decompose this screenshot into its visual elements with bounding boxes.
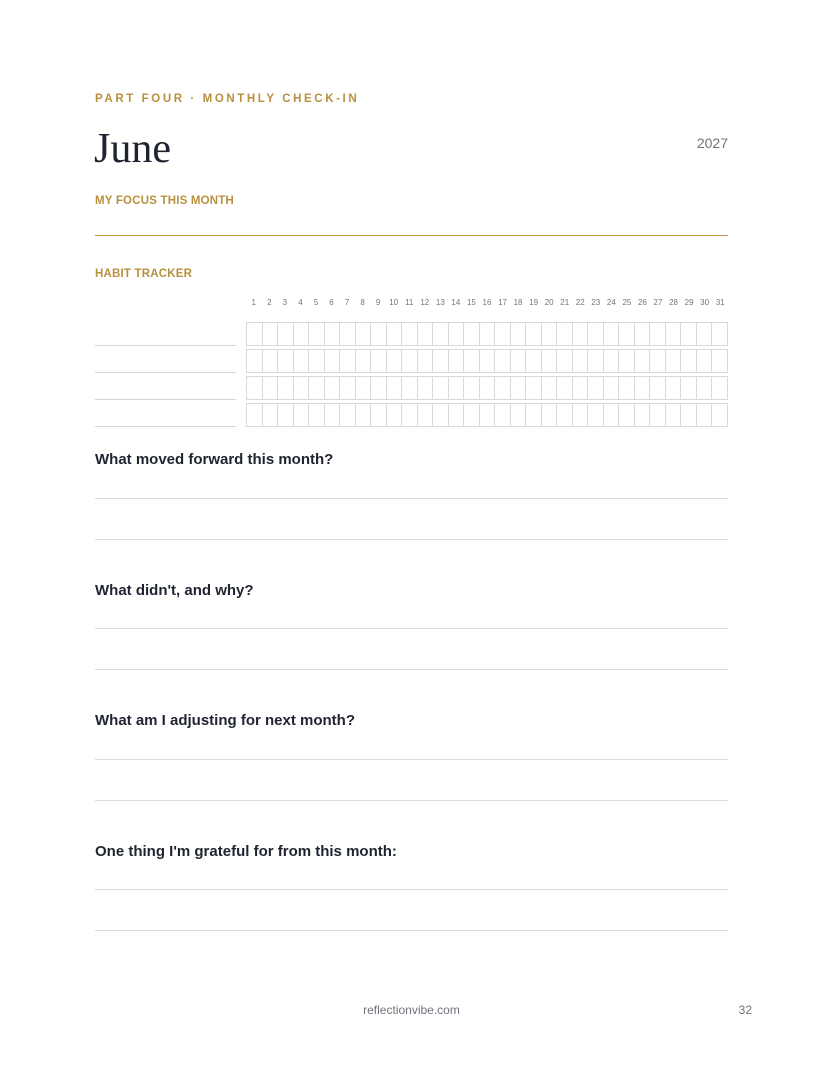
year-label: 2027: [696, 135, 728, 151]
habit-day-cell[interactable]: [402, 350, 418, 372]
habit-day-cell[interactable]: [263, 323, 279, 345]
habit-day-cell[interactable]: [511, 350, 527, 372]
habit-day-cell[interactable]: [309, 323, 325, 345]
day-number: 23: [591, 298, 601, 307]
habit-day-cell[interactable]: [666, 323, 682, 345]
habit-day-cell[interactable]: [356, 404, 372, 426]
habit-day-cell[interactable]: [681, 350, 697, 372]
habit-day-cell[interactable]: [449, 350, 465, 372]
habit-day-cell[interactable]: [309, 404, 325, 426]
day-number: 24: [606, 298, 616, 307]
habit-day-cell[interactable]: [635, 350, 651, 372]
prompt-grateful: One thing I'm grateful for from this month:: [95, 843, 397, 860]
habit-day-cell[interactable]: [325, 404, 341, 426]
day-number: 12: [420, 298, 430, 307]
habit-day-cell[interactable]: [247, 377, 263, 399]
habit-day-cell[interactable]: [433, 323, 449, 345]
day-number: 1: [251, 298, 256, 307]
habit-day-cell[interactable]: [247, 323, 263, 345]
day-number: 29: [684, 298, 694, 307]
habit-day-cell[interactable]: [387, 350, 403, 372]
habit-day-cell[interactable]: [681, 323, 697, 345]
day-number: 2: [267, 298, 272, 307]
habit-day-cell[interactable]: [464, 323, 480, 345]
habit-day-cell[interactable]: [697, 404, 713, 426]
day-number: 9: [375, 298, 381, 307]
habit-day-cell[interactable]: [666, 350, 682, 372]
habit-day-cell[interactable]: [418, 350, 434, 372]
habit-day-cell[interactable]: [588, 404, 604, 426]
habit-day-cell[interactable]: [650, 350, 666, 372]
habit-day-cell[interactable]: [588, 350, 604, 372]
habit-day-cell[interactable]: [557, 404, 573, 426]
habit-day-cell[interactable]: [604, 350, 620, 372]
habit-day-cell[interactable]: [650, 377, 666, 399]
habit-day-cell[interactable]: [480, 323, 496, 345]
habit-day-cell[interactable]: [325, 323, 341, 345]
habit-row: [95, 322, 728, 346]
answer-line[interactable]: [95, 669, 728, 670]
habit-day-cell[interactable]: [356, 323, 372, 345]
answer-line[interactable]: [95, 800, 728, 801]
habit-day-cell[interactable]: [480, 350, 496, 372]
day-number: 20: [544, 298, 554, 307]
habit-day-cell[interactable]: [542, 350, 558, 372]
habit-day-cell[interactable]: [325, 377, 341, 399]
habit-day-cell[interactable]: [325, 350, 341, 372]
habit-day-cell[interactable]: [418, 323, 434, 345]
day-number: 5: [313, 298, 319, 307]
habit-day-cell[interactable]: [511, 323, 527, 345]
habit-day-grid: [246, 376, 728, 400]
habit-day-cell[interactable]: [449, 377, 465, 399]
habit-day-cell[interactable]: [542, 404, 558, 426]
habit-day-cell[interactable]: [371, 377, 387, 399]
page-title: June: [94, 126, 171, 172]
prompt-adjusting: What am I adjusting for next month?: [95, 712, 355, 729]
day-number: 17: [498, 298, 507, 307]
habit-day-cell[interactable]: [495, 323, 511, 345]
habit-name-line[interactable]: [95, 426, 236, 427]
habit-day-cell[interactable]: [557, 377, 573, 399]
answer-line[interactable]: [95, 628, 728, 629]
habit-day-cell[interactable]: [712, 404, 727, 426]
habit-day-cell[interactable]: [263, 377, 279, 399]
habit-day-cell[interactable]: [619, 377, 635, 399]
prompt-what-didnt: What didn't, and why?: [95, 582, 254, 599]
habit-day-cell[interactable]: [588, 377, 604, 399]
habit-day-cell[interactable]: [573, 323, 589, 345]
habit-day-cell[interactable]: [712, 350, 727, 372]
habit-day-cell[interactable]: [263, 350, 279, 372]
habit-day-cell[interactable]: [573, 350, 589, 372]
day-number: 4: [298, 298, 303, 307]
habit-day-cell[interactable]: [557, 350, 573, 372]
habit-day-cell[interactable]: [666, 404, 682, 426]
habit-day-cell[interactable]: [619, 350, 635, 372]
habit-day-cell[interactable]: [340, 377, 356, 399]
habit-day-cell[interactable]: [402, 323, 418, 345]
habit-day-cell[interactable]: [247, 404, 263, 426]
day-number: 3: [282, 298, 288, 307]
day-number: 15: [466, 298, 476, 307]
habit-day-cell[interactable]: [480, 404, 496, 426]
habit-day-cell[interactable]: [294, 404, 310, 426]
habit-day-cell[interactable]: [449, 404, 465, 426]
habit-day-cell[interactable]: [681, 377, 697, 399]
habit-day-cell[interactable]: [464, 377, 480, 399]
answer-line[interactable]: [95, 759, 728, 760]
habit-day-cell[interactable]: [309, 377, 325, 399]
habit-row: [95, 376, 728, 400]
habit-day-cell[interactable]: [542, 377, 558, 399]
day-number: 14: [451, 298, 461, 307]
habit-tracker-label: HABIT TRACKER: [95, 268, 193, 280]
habit-day-cell[interactable]: [573, 404, 589, 426]
habit-day-cell[interactable]: [464, 404, 480, 426]
day-number: 13: [435, 298, 445, 307]
habit-day-cell[interactable]: [387, 404, 403, 426]
habit-day-cell[interactable]: [635, 404, 651, 426]
habit-day-cell[interactable]: [712, 323, 727, 345]
habit-day-cell[interactable]: [356, 350, 372, 372]
habit-day-cell[interactable]: [402, 404, 418, 426]
footer-website: reflectionvibe.com: [363, 1003, 460, 1017]
habit-day-cell[interactable]: [495, 377, 511, 399]
habit-day-cell[interactable]: [697, 377, 713, 399]
habit-day-cell[interactable]: [278, 377, 294, 399]
habit-day-cell[interactable]: [619, 404, 635, 426]
habit-day-cell[interactable]: [402, 377, 418, 399]
day-number: 30: [700, 298, 710, 307]
habit-day-cell[interactable]: [635, 323, 651, 345]
day-number: 10: [389, 298, 399, 307]
habit-day-cell[interactable]: [495, 350, 511, 372]
day-number: 31: [715, 298, 725, 307]
habit-day-cell[interactable]: [387, 323, 403, 345]
habit-day-cell[interactable]: [449, 323, 465, 345]
habit-day-grid: [246, 403, 728, 427]
answer-line[interactable]: [95, 498, 728, 499]
habit-day-cell[interactable]: [557, 323, 573, 345]
day-number: 19: [529, 298, 539, 307]
habit-day-cell[interactable]: [511, 404, 527, 426]
habit-day-cell[interactable]: [371, 323, 387, 345]
habit-day-cell[interactable]: [697, 350, 713, 372]
focus-label: MY FOCUS THIS MONTH: [95, 195, 235, 207]
habit-day-cell[interactable]: [340, 350, 356, 372]
habit-day-cell[interactable]: [712, 377, 727, 399]
habit-day-cell[interactable]: [371, 350, 387, 372]
habit-day-cell[interactable]: [635, 377, 651, 399]
habit-day-cell[interactable]: [542, 323, 558, 345]
habit-day-cell[interactable]: [433, 377, 449, 399]
habit-day-cell[interactable]: [681, 404, 697, 426]
answer-line[interactable]: [95, 930, 728, 931]
habit-day-cell[interactable]: [278, 323, 294, 345]
day-number: 28: [669, 298, 678, 307]
day-number: 7: [344, 298, 350, 307]
habit-day-cell[interactable]: [604, 323, 620, 345]
habit-day-cell[interactable]: [495, 404, 511, 426]
habit-name-line[interactable]: [95, 399, 236, 400]
habit-day-cell[interactable]: [294, 323, 310, 345]
habit-day-cell[interactable]: [418, 377, 434, 399]
habit-day-cell[interactable]: [387, 377, 403, 399]
answer-line[interactable]: [95, 889, 728, 890]
habit-day-cell[interactable]: [526, 350, 542, 372]
day-number: 27: [653, 298, 663, 307]
habit-day-cell[interactable]: [464, 350, 480, 372]
habit-day-cell[interactable]: [480, 377, 496, 399]
habit-day-cell[interactable]: [371, 404, 387, 426]
habit-day-cell[interactable]: [340, 323, 356, 345]
day-number: 22: [575, 298, 585, 307]
habit-name-line[interactable]: [95, 372, 236, 373]
habit-day-cell[interactable]: [278, 404, 294, 426]
habit-day-cell[interactable]: [650, 404, 666, 426]
habit-day-cell[interactable]: [511, 377, 527, 399]
habit-day-cell[interactable]: [573, 377, 589, 399]
habit-name-line[interactable]: [95, 345, 236, 346]
habit-day-cell[interactable]: [294, 350, 310, 372]
habit-day-cell[interactable]: [604, 377, 620, 399]
habit-day-cell[interactable]: [309, 350, 325, 372]
habit-day-cell[interactable]: [697, 323, 713, 345]
habit-day-cell[interactable]: [340, 404, 356, 426]
habit-day-cell[interactable]: [418, 404, 434, 426]
day-number: 16: [482, 298, 492, 307]
day-number-row: [246, 298, 728, 310]
habit-day-grid: [246, 349, 728, 373]
prompt-moved-forward: What moved forward this month?: [95, 451, 334, 468]
habit-day-cell[interactable]: [666, 377, 682, 399]
day-number: 6: [329, 298, 334, 307]
section-label: PART FOUR · MONTHLY CHECK-IN: [95, 93, 360, 105]
habit-day-cell[interactable]: [604, 404, 620, 426]
habit-day-cell[interactable]: [526, 404, 542, 426]
day-number: 21: [560, 298, 570, 307]
day-number: 8: [360, 298, 365, 307]
habit-day-cell[interactable]: [278, 350, 294, 372]
page-number: 32: [738, 1003, 752, 1017]
habit-day-cell[interactable]: [588, 323, 604, 345]
day-number: 25: [622, 298, 632, 307]
answer-line[interactable]: [95, 539, 728, 540]
day-number: 18: [513, 298, 523, 307]
habit-day-grid: [246, 322, 728, 346]
day-number: 26: [637, 298, 647, 307]
day-number: 11: [405, 298, 414, 307]
habit-day-cell[interactable]: [526, 377, 542, 399]
focus-write-line[interactable]: [95, 235, 728, 236]
habit-day-cell[interactable]: [294, 377, 310, 399]
habit-day-cell[interactable]: [263, 404, 279, 426]
habit-day-cell[interactable]: [356, 377, 372, 399]
habit-day-cell[interactable]: [247, 350, 263, 372]
habit-day-cell[interactable]: [650, 323, 666, 345]
habit-day-cell[interactable]: [433, 350, 449, 372]
habit-row: [95, 403, 728, 427]
habit-day-cell[interactable]: [619, 323, 635, 345]
habit-row: [95, 349, 728, 373]
habit-day-cell[interactable]: [526, 323, 542, 345]
habit-day-cell[interactable]: [433, 404, 449, 426]
